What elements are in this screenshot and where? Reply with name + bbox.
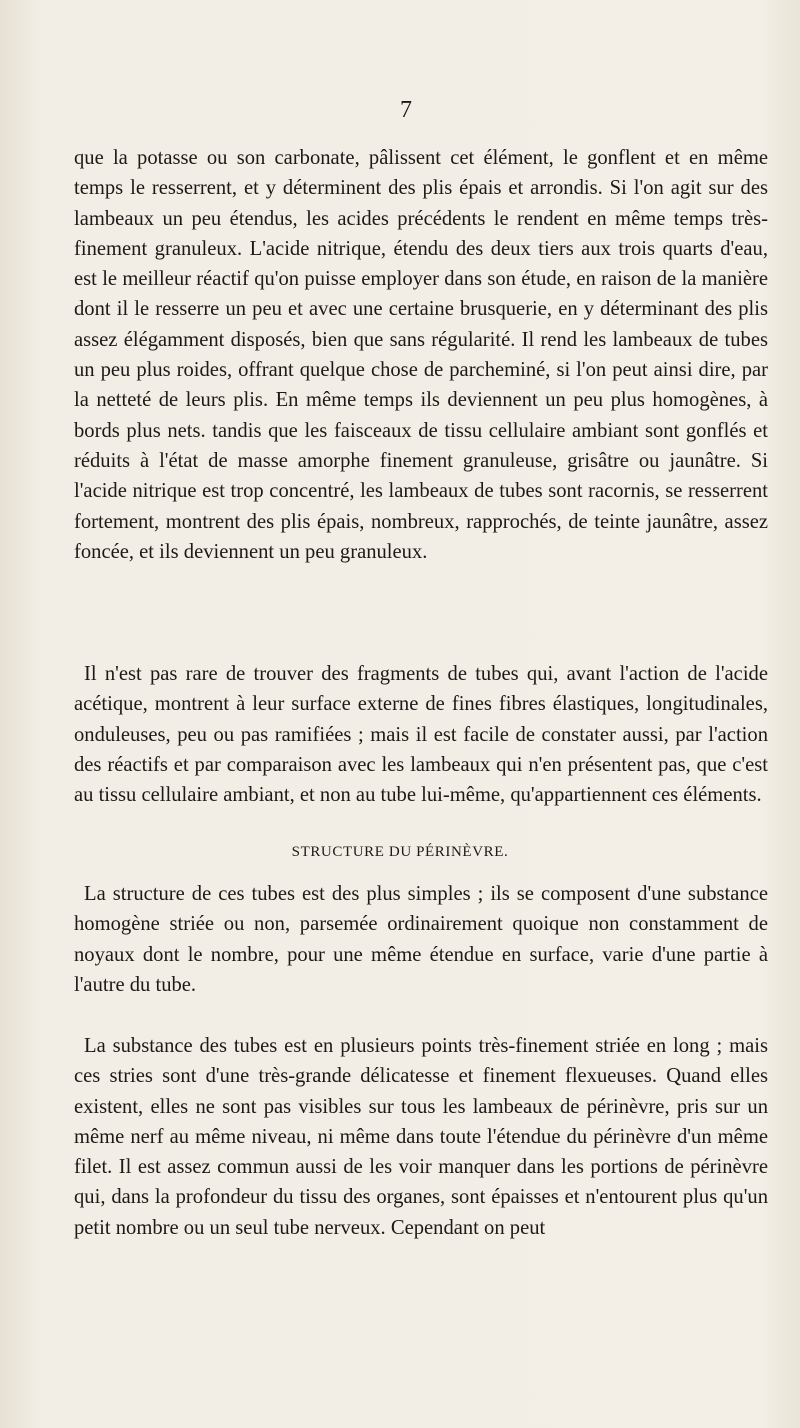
paragraph-fibres-elastiques: Il n'est pas rare de trouver des fragments de tubes qui, avant l'action de l'acide acétique, montrent à leur surface externe de fines fibres élastiques, longitudinales, onduleuses, peu ou pas ramifiées ; mais il est facile de constater aussi, par l'action des réactifs et par comparaison avec les lambeaux qui n'en présentent pas, que c'est au tissu cellulaire ambiant, et non au tube lui-même, qu'appartiennent ces éléments. xyxy=(74,663,768,807)
page-number: 7 xyxy=(400,97,412,123)
paragraph-structure: La structure de ces tubes est des plus simples ; ils se composent d'une substance homogène striée ou non, parsemée ordinairement quoique non constamment de noyaux dont le nombre, pour une même étendue en surface, varie d'une partie à l'autre du tube. xyxy=(74,883,768,996)
section-heading: STRUCTURE DU PÉRINÈVRE. xyxy=(291,844,509,860)
paragraph-substance-striee: La substance des tubes est en plusieurs points très-finement striée en long ; mais ces stries sont d'une très-grande délicatesse et finement flexueuses. Quand elles existent, elles ne sont pas visibles sur tous les lambeaux de périnèvre, pris sur un même nerf au même niveau, ni même dans toute l'étendue du périnèvre d'un même filet. Il est assez commun aussi de les voir manquer dans les portions de périnèvre qui, dans la profondeur du tissu des organes, sont épaisses et n'entourent plus qu'un petit nombre ou un seul tube nerveux. Cependant on peut xyxy=(74,1035,768,1239)
paragraph-reactifs: que la potasse ou son carbonate, pâlissent cet élément, le gonflent et en même temps le resserrent, et y déterminent des plis épais et arrondis. Si l'on agit sur des lambeaux un peu étendus, les acides précédents le rendent en même temps très-finement granuleux. L'acide nitrique, étendu des deux tiers aux trois quarts d'eau, est le meilleur réactif qu'on puisse employer dans son étude, en raison de la manière dont il le resserre un peu et avec une certaine brusquerie, en y déterminant des plis assez élégamment disposés, bien que sans régularité. Il rend les lambeaux de tubes un peu plus roides, offrant quelque chose de parcheminé, si l'on peut ainsi dire, par la netteté de leurs plis. En même temps ils deviennent un peu plus homogènes, à bords plus nets. tandis que les faisceaux de tissu cellulaire ambiant sont gonflés et réduits à l'état de masse amorphe finement granuleuse, grisâtre ou jaunâtre. Si l'acide nitrique est trop concentré, les lambeaux de tubes sont racornis, se resserrent fortement, montrent des plis épais, nombreux, rapprochés, de teinte jaunâtre, assez foncée, et ils deviennent un peu granuleux. xyxy=(74,147,768,563)
